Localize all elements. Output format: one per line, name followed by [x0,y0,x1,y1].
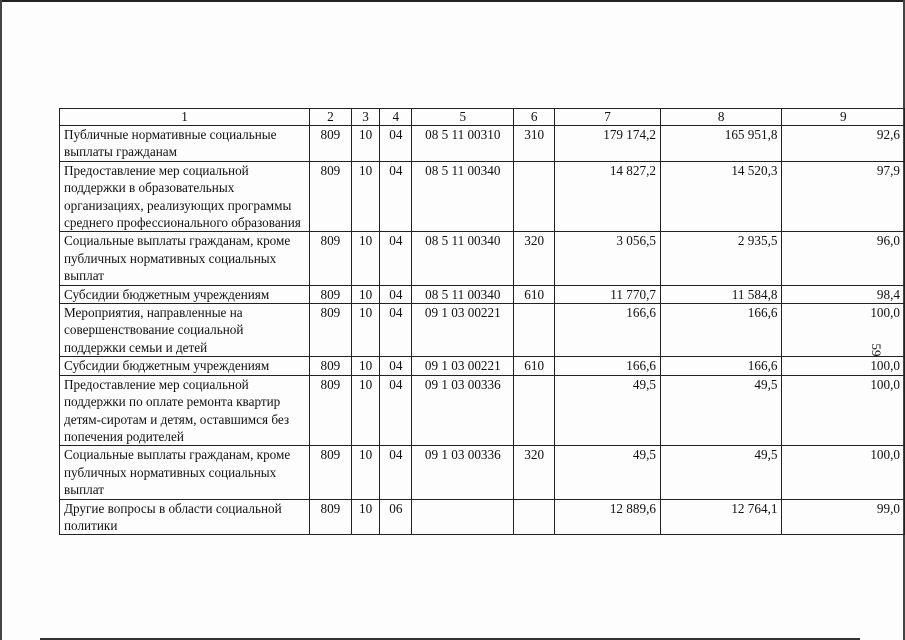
row-amount-7: 166,6 [555,304,661,357]
row-expense-type [514,304,555,357]
row-ministry-code: 809 [310,126,352,162]
row-expense-type [514,161,555,232]
page-number: 59 [869,343,884,357]
row-percent: 97,9 [782,161,905,232]
row-ministry-code: 809 [310,375,352,446]
row-percent: 98,4 [782,285,905,303]
row-section: 10 [351,499,380,535]
row-expense-type: 610 [514,285,555,303]
row-target-article: 09 1 03 00336 [412,446,514,499]
row-ministry-code: 809 [310,499,352,535]
row-expense-type: 320 [514,232,555,285]
col-header-4: 4 [380,109,412,126]
row-section: 10 [351,126,380,162]
row-name: Социальные выплаты гражданам, кроме публичных нормативных социальных выплат [60,446,310,499]
row-amount-8: 166,6 [660,357,782,375]
row-target-article [412,499,514,535]
row-section: 10 [351,375,380,446]
row-subsection: 06 [380,499,412,535]
row-amount-8: 12 764,1 [660,499,782,535]
row-name: Социальные выплаты гражданам, кроме публичных нормативных социальных выплат [60,232,310,285]
row-ministry-code: 809 [310,304,352,357]
row-target-article: 08 5 11 00340 [412,161,514,232]
table-row [60,285,905,303]
row-amount-7: 11 770,7 [555,285,661,303]
row-percent: 92,6 [782,126,905,162]
col-header-8: 8 [660,109,782,126]
table-row [60,161,905,232]
row-amount-7: 49,5 [555,375,661,446]
row-section: 10 [351,232,380,285]
row-section: 10 [351,285,380,303]
row-amount-8: 49,5 [660,375,782,446]
row-percent: 100,0 [782,375,905,446]
row-expense-type: 310 [514,126,555,162]
col-header-3: 3 [351,109,380,126]
row-amount-7: 49,5 [555,446,661,499]
table-header-row [60,109,905,126]
row-section: 10 [351,446,380,499]
row-section: 10 [351,357,380,375]
row-expense-type [514,375,555,446]
row-percent: 100,0 [782,446,905,499]
row-amount-7: 179 174,2 [555,126,661,162]
col-header-1: 1 [60,109,310,126]
table-row [60,126,905,162]
row-subsection: 04 [380,126,412,162]
table-row [60,357,905,375]
row-percent: 100,0 [782,357,905,375]
row-target-article: 08 5 11 00340 [412,285,514,303]
row-expense-type [514,499,555,535]
row-amount-7: 12 889,6 [555,499,661,535]
row-subsection: 04 [380,232,412,285]
row-target-article: 09 1 03 00336 [412,375,514,446]
row-amount-8: 165 951,8 [660,126,782,162]
table-row [60,232,905,285]
row-target-article: 09 1 03 00221 [412,357,514,375]
row-target-article: 09 1 03 00221 [412,304,514,357]
row-section: 10 [351,161,380,232]
row-subsection: 04 [380,304,412,357]
row-amount-8: 2 935,5 [660,232,782,285]
table-row [60,375,905,446]
col-header-9: 9 [782,109,905,126]
page-edge-top [0,0,905,2]
row-expense-type: 320 [514,446,555,499]
row-name: Предоставление мер социальной поддержки в образовательных организациях, реализующих программы среднего профессионального образования [60,161,310,232]
table-row [60,499,905,535]
row-percent: 99,0 [782,499,905,535]
row-name: Публичные нормативные социальные выплаты гражданам [60,126,310,162]
row-amount-8: 166,6 [660,304,782,357]
row-name: Субсидии бюджетным учреждениям [60,285,310,303]
row-ministry-code: 809 [310,446,352,499]
col-header-7: 7 [555,109,661,126]
row-name: Другие вопросы в области социальной политики [60,499,310,535]
row-name: Мероприятия, направленные на совершенствование социальной поддержки семьи и детей [60,304,310,357]
row-section: 10 [351,304,380,357]
row-subsection: 04 [380,357,412,375]
row-amount-8: 14 520,3 [660,161,782,232]
col-header-5: 5 [412,109,514,126]
row-target-article: 08 5 11 00310 [412,126,514,162]
row-ministry-code: 809 [310,357,352,375]
row-subsection: 04 [380,446,412,499]
row-ministry-code: 809 [310,161,352,232]
row-amount-8: 11 584,8 [660,285,782,303]
row-percent: 96,0 [782,232,905,285]
row-amount-8: 49,5 [660,446,782,499]
row-amount-7: 166,6 [555,357,661,375]
row-subsection: 04 [380,161,412,232]
col-header-6: 6 [514,109,555,126]
row-subsection: 04 [380,285,412,303]
row-name: Предоставление мер социальной поддержки по оплате ремонта квартир детям-сиротам и детям, оставшимся без попечения родителей [60,375,310,446]
row-amount-7: 14 827,2 [555,161,661,232]
col-header-2: 2 [310,109,352,126]
page-edge-left [0,0,2,640]
budget-table [59,108,905,535]
row-ministry-code: 809 [310,285,352,303]
row-percent: 100,0 [782,304,905,357]
row-name: Субсидии бюджетным учреждениям [60,357,310,375]
table-row [60,304,905,357]
row-amount-7: 3 056,5 [555,232,661,285]
row-target-article: 08 5 11 00340 [412,232,514,285]
row-subsection: 04 [380,375,412,446]
row-expense-type: 610 [514,357,555,375]
table-row [60,446,905,499]
row-ministry-code: 809 [310,232,352,285]
